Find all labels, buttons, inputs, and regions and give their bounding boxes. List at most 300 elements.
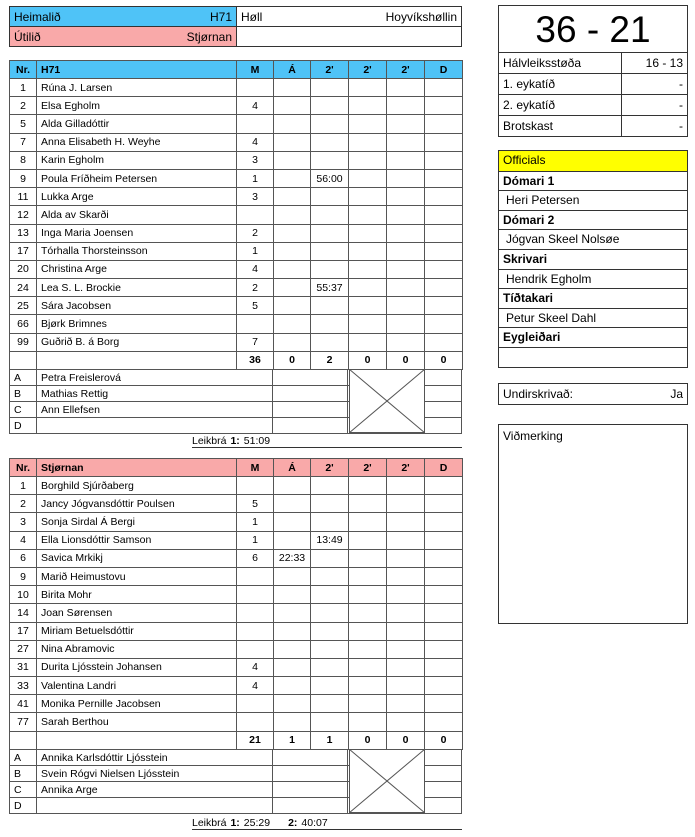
player-suspension-1 [311,513,349,531]
player-suspension-3 [387,495,425,513]
official-role: Eygleiðari [499,327,687,347]
player-warning [274,151,311,169]
player-warning [274,622,311,640]
totals-blank [37,731,237,749]
col-2min-1: 2' [311,459,349,477]
player-goals: 2 [237,279,274,297]
player-goals [237,79,274,97]
officials-title: Officials [499,151,687,171]
totals-row [10,351,463,369]
player-suspension-1 [311,79,349,97]
player-disqualification [425,169,463,187]
player-suspension-2 [349,79,387,97]
staff-code: B [10,386,37,402]
col-2min-2: 2' [349,61,387,79]
home-team-cell [10,7,237,27]
player-row [10,97,463,115]
player-goals: 1 [237,531,274,549]
player-suspension-3 [387,549,425,567]
player-suspension-3 [387,97,425,115]
player-suspension-2 [349,315,387,333]
player-suspension-2 [349,297,387,315]
player-suspension-3 [387,567,425,585]
player-warning [274,531,311,549]
player-suspension-2 [349,477,387,495]
player-row [10,242,463,260]
player-suspension-1: 55:37 [311,279,349,297]
timeout-number: 1: [230,817,240,829]
player-number: 12 [10,206,37,224]
col-nr: Nr. [10,459,37,477]
player-suspension-1 [311,477,349,495]
player-goals: 4 [237,260,274,278]
player-suspension-3 [387,622,425,640]
player-name: Tórhalla Thorsteinsson [37,242,237,260]
player-number: 31 [10,658,37,676]
player-suspension-3 [387,169,425,187]
player-name: Birita Mohr [37,586,237,604]
player-suspension-2 [349,206,387,224]
player-warning [274,604,311,622]
player-goals: 3 [237,151,274,169]
player-goals [237,567,274,585]
staff-code: C [10,782,37,798]
player-suspension-3 [387,206,425,224]
player-number: 24 [10,279,37,297]
col-goals: M [237,459,274,477]
total-s2: 0 [349,731,387,749]
player-suspension-1: 13:49 [311,531,349,549]
player-name: Sonja Sirdal Á Bergi [37,513,237,531]
player-suspension-1 [311,695,349,713]
official-name: Jógvan Skeel Nolsøe [499,229,687,249]
col-2min-2: 2' [349,459,387,477]
player-number: 8 [10,151,37,169]
home-team-header: H71 [37,61,237,79]
player-disqualification [425,713,463,731]
player-goals: 1 [237,513,274,531]
score-row-value: - [622,116,688,137]
player-suspension-3 [387,260,425,278]
player-disqualification [425,531,463,549]
staff-blank [273,782,348,798]
col-warning: Á [274,459,311,477]
player-suspension-1 [311,97,349,115]
player-number: 14 [10,604,37,622]
player-warning [274,188,311,206]
player-number: 99 [10,333,37,351]
staff-name: Annika Karlsdóttir Ljósstein [37,750,273,766]
player-warning [274,315,311,333]
player-goals [237,640,274,658]
player-name: Joan Sørensen [37,604,237,622]
score-row [499,74,688,95]
player-number: 11 [10,188,37,206]
staff-code: A [10,750,37,766]
player-name: Sára Jacobsen [37,297,237,315]
player-number: 7 [10,133,37,151]
player-number: 9 [10,169,37,187]
col-2min-1: 2' [311,61,349,79]
player-disqualification [425,477,463,495]
staff-blank [273,370,348,386]
player-warning [274,224,311,242]
player-suspension-1 [311,495,349,513]
player-disqualification [425,297,463,315]
player-warning [274,567,311,585]
player-suspension-1 [311,677,349,695]
player-suspension-2 [349,622,387,640]
player-name: Guðrið B. á Borg [37,333,237,351]
staff-blank [424,766,462,782]
staff-code: D [10,798,37,814]
official-role: Skrivari [499,249,687,269]
player-suspension-2 [349,567,387,585]
player-warning [274,242,311,260]
player-suspension-1 [311,115,349,133]
official-role: Tíðtakari [499,288,687,308]
player-suspension-3 [387,640,425,658]
totals-blank [10,731,37,749]
away-team-name: Stjørnan [186,29,232,44]
player-suspension-1 [311,188,349,206]
player-suspension-3 [387,677,425,695]
player-suspension-2 [349,242,387,260]
player-name: Lea S. L. Brockie [37,279,237,297]
player-suspension-1 [311,658,349,676]
player-number: 13 [10,224,37,242]
player-suspension-2 [349,279,387,297]
away-roster-table [9,458,463,750]
player-suspension-3 [387,333,425,351]
player-row [10,713,463,731]
player-disqualification [425,333,463,351]
player-warning [274,279,311,297]
remark-label: Viðmerking [503,429,563,443]
staff-blank [424,782,462,798]
staff-blank [424,798,462,814]
player-name: Poula Fríðheim Petersen [37,169,237,187]
score-details [498,52,688,137]
total-m: 36 [237,351,274,369]
score-row-label: Hálvleiksstøða [499,53,622,74]
player-suspension-2 [349,604,387,622]
player-number: 77 [10,713,37,731]
venue-label: Høll [241,9,263,24]
player-goals: 4 [237,133,274,151]
away-staff-cross [349,749,425,813]
player-warning [274,495,311,513]
player-number: 2 [10,495,37,513]
player-row [10,677,463,695]
player-suspension-1 [311,224,349,242]
player-row [10,188,463,206]
player-number: 10 [10,586,37,604]
player-goals: 7 [237,333,274,351]
player-goals [237,695,274,713]
staff-name: Mathias Rettig [37,386,273,402]
player-name: Durita Ljósstein Johansen [37,658,237,676]
player-number: 33 [10,677,37,695]
score-row [499,95,688,116]
player-disqualification [425,97,463,115]
player-suspension-1 [311,151,349,169]
official-role: Dómari 2 [499,210,687,230]
home-label: Heimalið [14,9,61,24]
staff-blank [273,750,348,766]
staff-blank [273,766,348,782]
total-s1: 2 [311,351,349,369]
player-name: Marið Heimustovu [37,567,237,585]
player-suspension-2 [349,513,387,531]
player-disqualification [425,79,463,97]
staff-blank [273,418,348,434]
official-name: Heri Petersen [499,190,687,210]
player-goals: 6 [237,549,274,567]
player-row [10,333,463,351]
player-name: Jancy Jógvansdóttir Poulsen [37,495,237,513]
player-name: Miriam Betuelsdóttir [37,622,237,640]
player-name: Alda Gilladóttir [37,115,237,133]
player-disqualification [425,242,463,260]
player-name: Elsa Egholm [37,97,237,115]
player-suspension-3 [387,604,425,622]
player-suspension-1 [311,133,349,151]
player-suspension-2 [349,713,387,731]
totals-row [10,731,463,749]
player-warning [274,115,311,133]
player-suspension-1 [311,567,349,585]
score-row [499,53,688,74]
player-suspension-3 [387,586,425,604]
total-s3: 0 [387,731,425,749]
officials-panel [498,150,688,368]
player-goals [237,477,274,495]
player-row [10,224,463,242]
blank-cell [237,27,462,47]
player-disqualification [425,315,463,333]
player-number: 66 [10,315,37,333]
player-name: Rúna J. Larsen [37,79,237,97]
totals-blank [10,351,37,369]
player-row [10,133,463,151]
player-row [10,315,463,333]
staff-blank [424,386,462,402]
player-number: 5 [10,115,37,133]
player-suspension-3 [387,658,425,676]
player-goals [237,604,274,622]
score-row-label: 1. eykatíð [499,74,622,95]
player-suspension-2 [349,333,387,351]
player-disqualification [425,586,463,604]
official-name [499,347,687,367]
player-suspension-2 [349,531,387,549]
player-row [10,79,463,97]
player-suspension-3 [387,224,425,242]
player-goals: 5 [237,297,274,315]
total-s3: 0 [387,351,425,369]
total-a: 0 [274,351,311,369]
staff-blank [424,750,462,766]
player-name: Karin Egholm [37,151,237,169]
player-row [10,604,463,622]
player-suspension-1 [311,713,349,731]
player-suspension-1 [311,242,349,260]
player-goals [237,315,274,333]
player-name: Savica Mrkikj [37,549,237,567]
timeout-label: Leikbrá [192,435,227,447]
signed-label: Undirskrivað: [503,387,574,401]
player-name: Anna Elisabeth H. Weyhe [37,133,237,151]
timeout-label: Leikbrá [192,817,227,829]
player-name: Sarah Berthou [37,713,237,731]
player-row [10,695,463,713]
official-role: Dómari 1 [499,171,687,191]
remark-box [498,424,688,624]
staff-name: Svein Rógvi Nielsen Ljósstein [37,766,273,782]
staff-blank [424,418,462,434]
staff-blank [273,798,348,814]
player-number: 4 [10,531,37,549]
col-disq: D [425,459,463,477]
timeout-time: 51:09 [243,435,271,447]
player-disqualification [425,495,463,513]
col-nr: Nr. [10,61,37,79]
player-row [10,622,463,640]
player-suspension-3 [387,279,425,297]
player-name: Lukka Arge [37,188,237,206]
player-suspension-2 [349,188,387,206]
player-row [10,658,463,676]
player-name: Bjørk Brimnes [37,315,237,333]
player-disqualification [425,513,463,531]
player-row [10,586,463,604]
col-goals: M [237,61,274,79]
player-row [10,640,463,658]
staff-code: A [10,370,37,386]
player-number: 2 [10,97,37,115]
player-goals: 4 [237,97,274,115]
staff-name: Petra Freislerová [37,370,273,386]
player-suspension-1 [311,297,349,315]
player-number: 1 [10,79,37,97]
score-row-value: - [622,74,688,95]
player-warning [274,79,311,97]
player-disqualification [425,622,463,640]
player-suspension-3 [387,695,425,713]
venue-name: Hoyvíkshøllin [385,9,457,24]
player-goals: 3 [237,188,274,206]
player-warning [274,297,311,315]
player-disqualification [425,188,463,206]
player-suspension-1 [311,260,349,278]
player-row [10,279,463,297]
player-disqualification [425,604,463,622]
player-number: 1 [10,477,37,495]
timeout-time: 25:29 [243,817,271,829]
player-number: 20 [10,260,37,278]
player-number: 6 [10,549,37,567]
score-row-label: Brotskast [499,116,622,137]
player-number: 41 [10,695,37,713]
player-row [10,477,463,495]
totals-blank [37,351,237,369]
player-suspension-1 [311,549,349,567]
match-header [9,6,462,47]
player-row [10,567,463,585]
player-name: Valentina Landri [37,677,237,695]
player-name: Nina Abramovic [37,640,237,658]
player-disqualification [425,658,463,676]
player-disqualification [425,115,463,133]
score-row [499,116,688,137]
score-row-value: - [622,95,688,116]
player-number: 17 [10,242,37,260]
staff-name: Ann Ellefsen [37,402,273,418]
timeout-number: 2: [288,817,298,829]
player-number: 9 [10,567,37,585]
signed-value: Ja [670,387,683,401]
player-suspension-3 [387,531,425,549]
total-a: 1 [274,731,311,749]
player-suspension-3 [387,151,425,169]
staff-code: D [10,418,37,434]
col-2min-3: 2' [387,61,425,79]
staff-code: B [10,766,37,782]
player-name: Ella Lionsdóttir Samson [37,531,237,549]
official-name: Petur Skeel Dahl [499,308,687,328]
home-team-name: H71 [209,9,232,24]
player-disqualification [425,224,463,242]
player-suspension-2 [349,115,387,133]
player-warning [274,695,311,713]
player-row [10,495,463,513]
player-disqualification [425,260,463,278]
player-suspension-3 [387,115,425,133]
player-warning [274,713,311,731]
player-suspension-2 [349,677,387,695]
total-s1: 1 [311,731,349,749]
col-warning: Á [274,61,311,79]
player-row [10,151,463,169]
player-goals: 4 [237,658,274,676]
player-row [10,513,463,531]
staff-name: Annika Arge [37,782,273,798]
player-suspension-2 [349,224,387,242]
player-goals: 2 [237,224,274,242]
player-warning [274,586,311,604]
player-row [10,206,463,224]
player-suspension-2 [349,260,387,278]
player-suspension-3 [387,713,425,731]
player-goals [237,622,274,640]
player-suspension-2 [349,586,387,604]
staff-blank [273,386,348,402]
player-suspension-3 [387,79,425,97]
venue-cell [237,7,462,27]
player-goals: 5 [237,495,274,513]
player-warning [274,260,311,278]
player-warning [274,477,311,495]
player-suspension-2 [349,151,387,169]
total-s2: 0 [349,351,387,369]
player-suspension-3 [387,242,425,260]
player-name: Alda av Skarði [37,206,237,224]
player-disqualification [425,549,463,567]
player-suspension-1 [311,333,349,351]
player-name: Monika Pernille Jacobsen [37,695,237,713]
staff-blank [424,402,462,418]
